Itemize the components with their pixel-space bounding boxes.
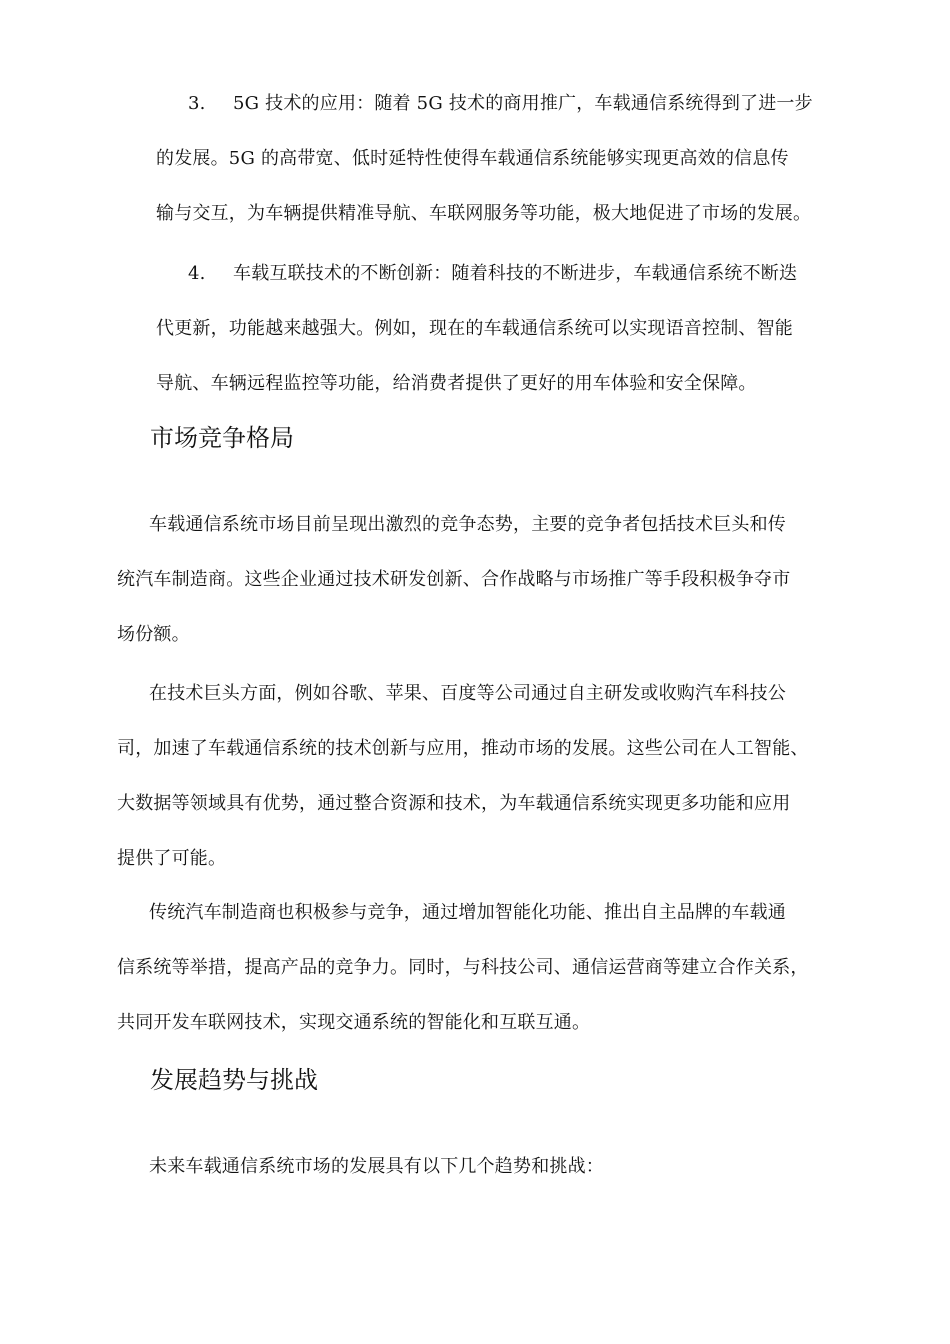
paragraph-line: 车载通信系统市场目前呈现出激烈的竞争态势，主要的竞争者包括技术巨头和传 (149, 514, 786, 535)
paragraph-line: 在技术巨头方面，例如谷歌、苹果、百度等公司通过自主研发或收购汽车科技公 (149, 683, 786, 704)
paragraph (117, 885, 809, 1050)
paragraph-line: 提供了可能。 (117, 848, 227, 869)
paragraph (117, 666, 809, 886)
list-item-line: 输与交互，为车辆提供精准导航、车联网服务等功能，极大地促进了市场的发展。 (156, 203, 812, 224)
paragraph-line: 场份额。 (117, 624, 190, 645)
list-item-number: 4. (188, 263, 206, 284)
paragraph-line: 大数据等领域具有优势，通过整合资源和技术，为车载通信系统实现更多功能和应用 (117, 793, 791, 814)
paragraph (117, 1139, 604, 1194)
list-item-line: 导航、车辆远程监控等功能，给消费者提供了更好的用车体验和安全保障。 (156, 373, 757, 394)
list-item-line: 的发展。5G 的高带宽、低时延特性使得车载通信系统能够实现更高效的信息传 (156, 148, 789, 169)
list-item-connectivity (156, 246, 797, 411)
list-item-number: 3. (188, 93, 206, 114)
paragraph-line: 信系统等举措，提高产品的竞争力。同时，与科技公司、通信运营商等建立合作关系， (117, 957, 809, 978)
list-item-5g (156, 76, 813, 241)
paragraph-line: 未来车载通信系统市场的发展具有以下几个趋势和挑战： (149, 1156, 604, 1177)
section-heading-competition: 市场竞争格局 (150, 424, 294, 452)
list-item-line: 代更新，功能越来越强大。例如，现在的车载通信系统可以实现语音控制、智能 (156, 318, 793, 339)
paragraph-line: 统汽车制造商。这些企业通过技术研发创新、合作战略与市场推广等手段积极争夺市 (117, 569, 791, 590)
list-item-line: 3. 5G 技术的应用：随着 5G 技术的商用推广，车载通信系统得到了进一步 (156, 76, 813, 131)
paragraph-line: 司，加速了车载通信系统的技术创新与应用，推动市场的发展。这些公司在人工智能、 (117, 738, 809, 759)
list-item-line: 4. 车载互联技术的不断创新：随着科技的不断进步，车载通信系统不断迭 (156, 246, 797, 301)
paragraph (117, 497, 790, 662)
section-heading-trends: 发展趋势与挑战 (150, 1066, 318, 1094)
paragraph-line: 传统汽车制造商也积极参与竞争，通过增加智能化功能、推出自主品牌的车载通 (149, 902, 786, 923)
paragraph-line: 共同开发车联网技术，实现交通系统的智能化和互联互通。 (117, 1012, 591, 1033)
